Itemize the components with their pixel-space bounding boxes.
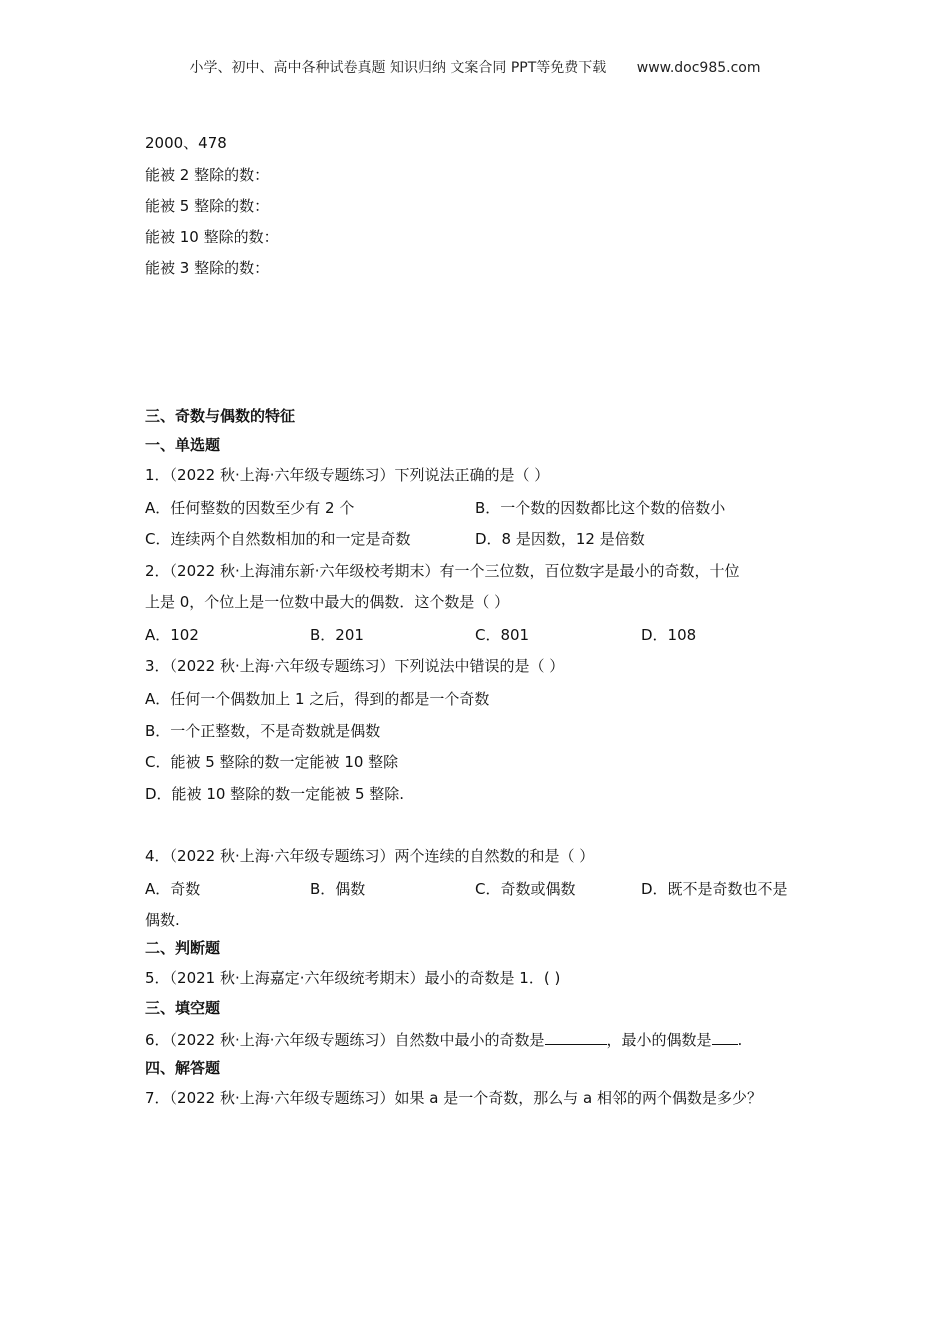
q6-text-2: ，最小的偶数是: [606, 1031, 712, 1049]
q1-option-a: A．任何整数的因数至少有 2 个: [145, 499, 355, 517]
q6-blank-2[interactable]: [712, 1028, 738, 1045]
q2-option-a: A．102: [145, 626, 199, 644]
divisible-by-2: 能被 2 整除的数：: [145, 166, 270, 184]
q3-option-c: C．能被 5 整除的数一定能被 10 整除: [145, 753, 399, 771]
q3-option-b: B．一个正整数，不是奇数就是偶数: [145, 722, 381, 740]
q1-option-c: C．连续两个自然数相加的和一定是奇数: [145, 530, 411, 548]
header-text: 小学、初中、高中各种试卷真题 知识归纳 文案合同 PPT等免费下载: [189, 60, 607, 76]
page-header: [0, 57, 950, 77]
divisible-by-10: 能被 10 整除的数：: [145, 228, 279, 246]
q6-text-1: 6．（2022 秋·上海·六年级专题练习）自然数中最小的奇数是: [145, 1031, 545, 1049]
q4-option-a: A．奇数: [145, 880, 201, 898]
part-single-choice: 一、单选题: [145, 436, 221, 454]
divisible-by-3: 能被 3 整除的数：: [145, 259, 270, 277]
q4-option-c: C．奇数或偶数: [475, 880, 576, 898]
q4-stem: 4．（2022 秋·上海·六年级专题练习）两个连续的自然数的和是（ ）: [145, 847, 595, 865]
part-true-false: 二、判断题: [145, 939, 221, 957]
q1-option-b: B．一个数的因数都比这个数的倍数小: [475, 499, 726, 517]
part-answer: 四、解答题: [145, 1059, 221, 1077]
divisible-by-5: 能被 5 整除的数：: [145, 197, 270, 215]
q2-stem-line2: 上是 0，个位上是一位数中最大的偶数．这个数是（ ）: [145, 593, 510, 611]
header-site[interactable]: www.doc985.com: [636, 60, 761, 76]
q3-stem: 3．（2022 秋·上海·六年级专题练习）下列说法中错误的是（ ）: [145, 657, 565, 675]
q6-stem: [145, 1028, 742, 1050]
q4-option-b: B．偶数: [310, 880, 366, 898]
q6-blank-1[interactable]: [545, 1028, 607, 1045]
q2-stem-line1: 2．（2022 秋·上海浦东新·六年级校考期末）有一个三位数，百位数字是最小的奇数，十位: [145, 562, 740, 580]
q3-option-d: D．能被 10 整除的数一定能被 5 整除.: [145, 785, 405, 803]
numbers-line: 2000、478: [145, 134, 227, 152]
q4-option-d-continued: 偶数.: [145, 911, 180, 929]
q1-stem: 1．（2022 秋·上海·六年级专题练习）下列说法正确的是（ ）: [145, 466, 550, 484]
q2-option-b: B．201: [310, 626, 364, 644]
q3-option-a: A．任何一个偶数加上 1 之后，得到的都是一个奇数: [145, 690, 490, 708]
part-fill-blank: 三、填空题: [145, 999, 221, 1017]
q5-stem: 5．（2021 秋·上海嘉定·六年级统考期末）最小的奇数是 1．( ): [145, 969, 561, 987]
q2-option-c: C．801: [475, 626, 530, 644]
q7-stem: 7．（2022 秋·上海·六年级专题练习）如果 a 是一个奇数，那么与 a 相邻的两个偶数是多少？: [145, 1089, 762, 1107]
q1-option-d: D．8 是因数，12 是倍数: [475, 530, 645, 548]
q2-option-d: D．108: [641, 626, 697, 644]
q6-text-3: .: [737, 1031, 743, 1049]
section-title: 三、奇数与偶数的特征: [145, 407, 296, 425]
q4-option-d: D．既不是奇数也不是: [641, 880, 788, 898]
